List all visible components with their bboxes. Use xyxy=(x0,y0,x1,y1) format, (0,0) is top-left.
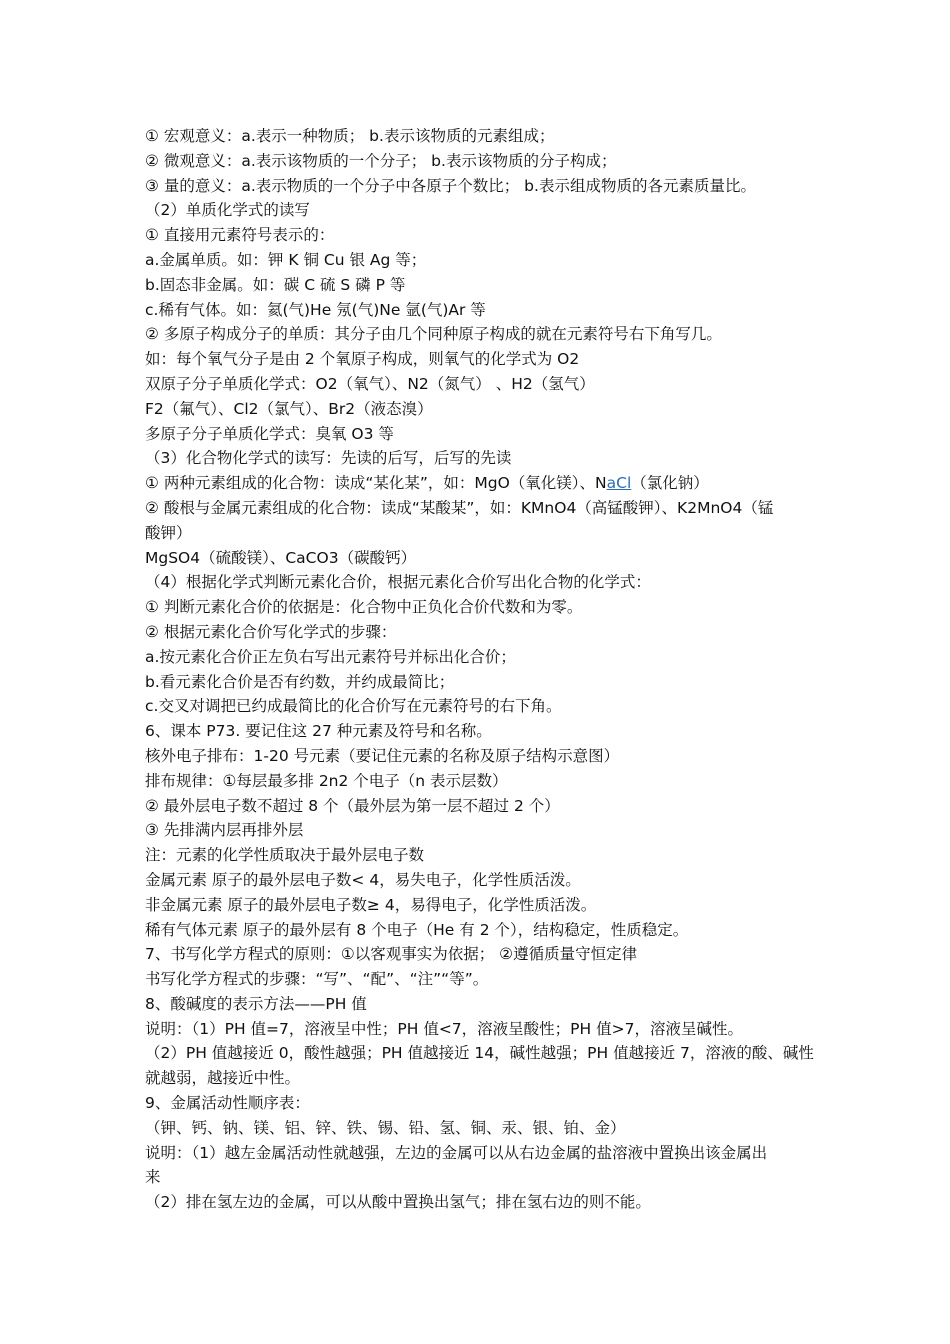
text-line: 排布规律：①每层最多排 2n2 个电子（n 表示层数） xyxy=(145,771,508,790)
text-line: 说明：（1）PH 值=7，溶液呈中性；PH 值<7，溶液呈酸性；PH 值>7，溶液呈碱性。 xyxy=(145,1019,743,1038)
text-line: 如：每个氧气分子是由 2 个氧原子构成，则氧气的化学式为 O2 xyxy=(145,350,580,369)
text-line: 核外电子排布：1-20 号元素（要记住元素的名称及原子结构示意图） xyxy=(145,746,620,765)
text-line: （2）单质化学式的读写 xyxy=(145,201,310,220)
text-line: （2）PH 值越接近 0，酸性越强；PH 值越接近 14，碱性越强；PH 值越接近 7，溶液的酸、碱性 xyxy=(145,1044,814,1063)
text-line: 多原子分子单质化学式：臭氧 O3 等 xyxy=(145,424,394,443)
text-line: （2）排在氢左边的金属，可以从酸中置换出氢气；排在氢右边的则不能。 xyxy=(145,1193,651,1212)
text-line: 9、金属活动性顺序表： xyxy=(145,1094,310,1113)
text-line: 7、书写化学方程式的原则：①以客观事实为依据； ②遵循质量守恒定律 xyxy=(145,945,638,964)
text-line: MgSO4（硫酸镁）、CaCO3（碳酸钙） xyxy=(145,548,417,567)
text-line: ③ 量的意义：a.表示物质的一个分子中各原子个数比； b.表示组成物质的各元素质量比。 xyxy=(145,176,756,195)
text-line: 稀有气体元素 原子的最外层有 8 个电子（He 有 2 个），结构稳定，性质稳定。 xyxy=(145,920,689,939)
text-line: （钾、钙、钠、镁、铝、锌、铁、锡、铅、氢、铜、汞、银、铂、金） xyxy=(145,1118,626,1137)
text-line: （3）化合物化学式的读写：先读的后写，后写的先读 xyxy=(145,449,512,468)
text-line: ② 多原子构成分子的单质：其分子由几个同种原子构成的就在元素符号右下角写几。 xyxy=(145,325,722,344)
document-body xyxy=(145,124,815,1215)
text-line: a.按元素化合价正左负右写出元素符号并标出化合价； xyxy=(145,647,516,666)
text-line: 来 xyxy=(145,1168,161,1187)
text-line: 注：元素的化学性质取决于最外层电子数 xyxy=(145,846,425,865)
text-line-nacl xyxy=(145,471,815,496)
text-line: 就越弱，越接近中性。 xyxy=(145,1069,301,1088)
text-line: （4）根据化学式判断元素化合价，根据元素化合价写出化合物的化学式： xyxy=(145,573,651,592)
text-line: 8、酸碱度的表示方法——PH 值 xyxy=(145,994,367,1013)
text-line: c.稀有气体。如：氦(气)He 氖(气)Ne 氩(气)Ar 等 xyxy=(145,300,486,319)
text-line: ① 直接用元素符号表示的： xyxy=(145,226,335,245)
nacl-link[interactable]: aCl xyxy=(606,474,632,493)
text-line: 金属元素 原子的最外层电子数< 4，易失电子，化学性质活泼。 xyxy=(145,870,581,889)
text-line: b.固态非金属。如：碳 C 硫 S 磷 P 等 xyxy=(145,275,406,294)
text-line: ② 酸根与金属元素组成的化合物：读成“某酸某”，如：KMnO4（高锰酸钾）、K2MnO4（锰 xyxy=(145,498,774,517)
text-line: b.看元素化合价是否有约数，并约成最简比； xyxy=(145,672,455,691)
text-line: ① 宏观意义：a.表示一种物质； b.表示该物质的元素组成； xyxy=(145,127,555,145)
text-line: 书写化学方程式的步骤：“写”、“配”、“注”“等”。 xyxy=(145,970,489,989)
text-line: ② 微观意义：a.表示该物质的一个分子； b.表示该物质的分子构成； xyxy=(145,151,617,170)
text-line: 说明：（1）越左金属活动性就越强，左边的金属可以从右边金属的盐溶液中置换出该金属出 xyxy=(145,1143,768,1162)
text-line: a.金属单质。如：钾 K 铜 Cu 银 Ag 等； xyxy=(145,250,427,269)
text-line: ② 最外层电子数不超过 8 个（最外层为第一层不超过 2 个） xyxy=(145,796,560,815)
text-line: F2（氟气）、Cl2（氯气）、Br2（液态溴） xyxy=(145,399,433,418)
text-line: 6、课本 P73. 要记住这 27 种元素及符号和名称。 xyxy=(145,722,492,741)
text-line: c.交叉对调把已约成最简比的化合价写在元素符号的右下角。 xyxy=(145,697,562,716)
text-line: ① 判断元素化合价的依据是：化合物中正负化合价代数和为零。 xyxy=(145,598,583,617)
text-line: 酸钾） xyxy=(145,523,192,542)
text-line: 非金属元素 原子的最外层电子数≥ 4，易得电子，化学性质活泼。 xyxy=(145,895,597,914)
text-line: 双原子分子单质化学式：O2（氧气）、N2（氮气） 、H2（氢气） xyxy=(145,374,595,393)
text-segment: （氯化钠） xyxy=(631,474,709,493)
text-line: ③ 先排满内层再排外层 xyxy=(145,821,304,840)
text-segment: ① 两种元素组成的化合物：读成“某化某”，如：MgO（氧化镁）、N xyxy=(145,474,607,493)
text-line: ② 根据元素化合价写化学式的步骤： xyxy=(145,622,397,641)
